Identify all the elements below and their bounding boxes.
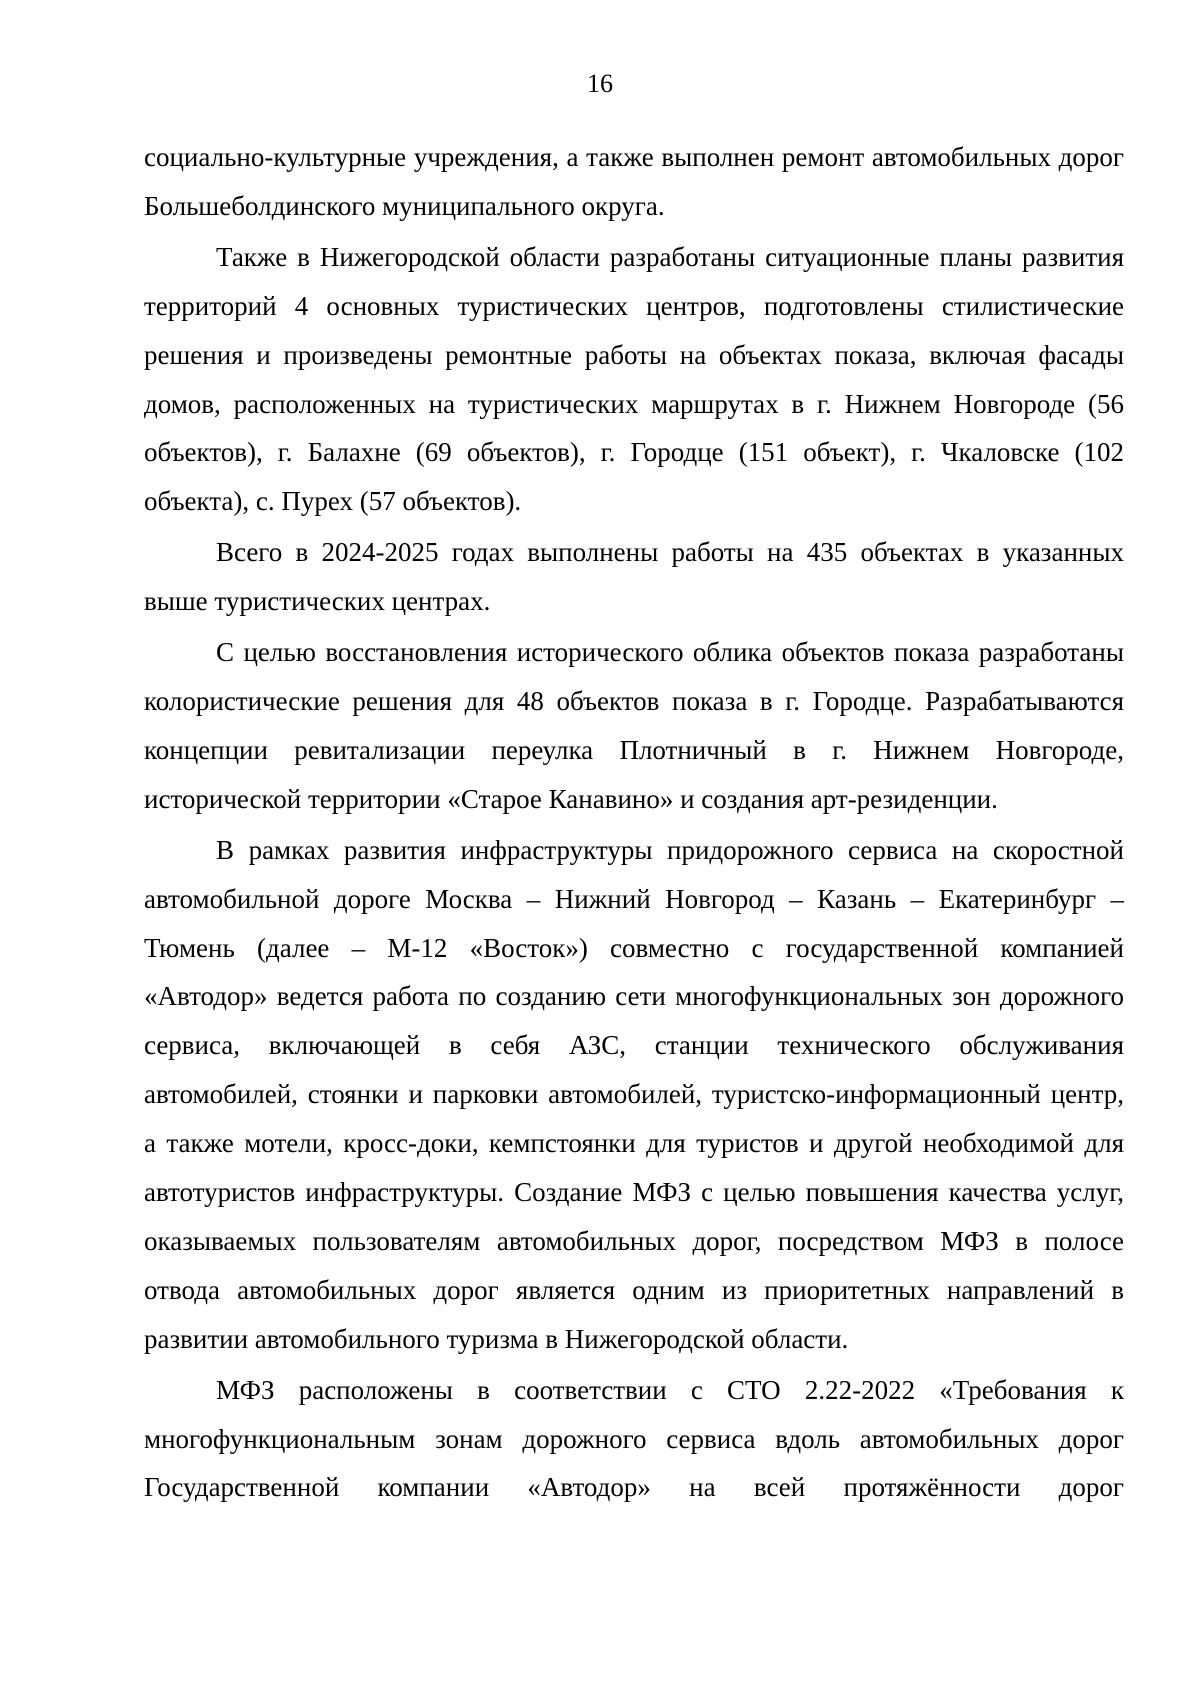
paragraph: МФЗ расположены в соответствии с СТО 2.22-2022 «Требования к многофункциональным зонам дорожного сервиса вдоль автомобильных дорог Государственной компании «Автодор» на всей протяжённости дорог [144, 1374, 1124, 1503]
paragraph: социально-культурные учреждения, а также выполнен ремонт автомобильных дорог Большеболдинского муниципального округа. [144, 142, 1124, 221]
paragraph: С целью восстановления исторического облика объектов показа разработаны колористические решения для 48 объектов показа в г. Городце. Разрабатываются концепции ревитализации переулка Плотничный в г. Нижнем Новгороде, исторической территории «Старое Канавино» и создания арт-резиденции. [144, 637, 1124, 814]
page-number: 16 [587, 69, 613, 98]
paragraph: Также в Нижегородской области разработаны ситуационные планы развития территорий 4 основных туристических центров, подготовлены стилистические решения и произведены ремонтные работы на объектах показа, включая фасады домов, расположенных на туристических маршрутах в г. Нижнем Новгороде (56 объектов), г. Балахне (69 объектов), г. Городце (151 объект), г. Чкаловске (102 объекта), с. Пурех (57 объектов). [144, 241, 1124, 517]
paragraph: В рамках развития инфраструктуры придорожного сервиса на скоростной автомобильной дороге Москва – Нижний Новгород – Казань – Екатеринбург – Тюмень (далее – М-12 «Восток») совместно с государственной компанией «Автодор» ведется работа по созданию сети многофункциональных зон дорожного сервиса, включающей в себя АЗС, станции технического обслуживания автомобилей, стоянки и парковки автомобилей, туристско-информационный центр, а также мотели, кросс-доки, кемпстоянки для туристов и другой необходимой для автотуристов инфраструктуры. Создание МФЗ с целью повышения качества услуг, оказываемых пользователям автомобильных дорог, посредством МФЗ в полосе отвода автомобильных дорог является одним из приоритетных направлений в развитии автомобильного туризма в Нижегородской области. [144, 834, 1124, 1354]
paragraph: Всего в 2024-2025 годах выполнены работы на 435 объектах в указанных выше туристических центрах. [144, 537, 1124, 617]
document-body [144, 133, 1124, 1514]
